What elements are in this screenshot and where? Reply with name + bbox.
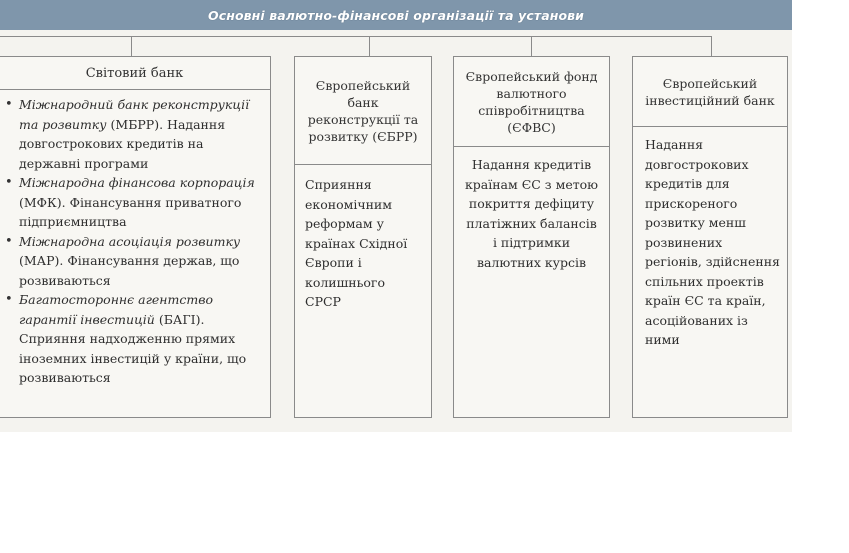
- connector-ebrd: [369, 36, 370, 56]
- eib-title: Європейський інвестиційний банк: [633, 57, 787, 127]
- institution-desc: Фінансування приватного підприємництва: [19, 194, 242, 229]
- bullet-icon: •: [5, 175, 13, 190]
- ebrd-title: Європейський банк реконструкції та розвитку (ЄБРР): [295, 57, 431, 165]
- ebrd-box: [294, 56, 432, 418]
- bullet-icon: •: [5, 233, 13, 249]
- institution-abbr: (МФК).: [19, 194, 66, 210]
- world-bank-list: [1, 95, 264, 388]
- institution-desc: Сприяння надходженню прямих іноземних інвестицій у країни, що розвиваються: [19, 331, 247, 385]
- institution-name: Міжнародний банк реконструкції та розвитку: [19, 97, 250, 132]
- list-item: [1, 290, 264, 388]
- eib-box: [632, 56, 788, 418]
- institution-desc: Фінансування держав, що розвиваються: [19, 253, 240, 288]
- diagram-title: Основні валютно-фінансові організації та установи: [207, 7, 585, 23]
- list-item: [1, 95, 264, 173]
- institution-name: Міжнародна асоціація розвитку: [19, 233, 241, 249]
- world-bank-box: [0, 56, 271, 418]
- institution-abbr: (БАГІ).: [158, 311, 205, 327]
- eib-description: Надання довгострокових кредитів для прискореного розвитку менш розвинених регіонів, здійснення спільних проектів країн ЄС та країн, асоційованих із ними: [645, 137, 780, 347]
- bullet-icon: •: [5, 292, 13, 307]
- institution-name: Міжнародна фінансова корпорація: [19, 175, 255, 190]
- institution-name: Багатостороннє агентство гарантії інвестицій: [19, 292, 214, 327]
- institution-desc: Надання довгострокових кредитів на державні програми: [19, 116, 226, 171]
- connector-efvs: [531, 36, 532, 56]
- connector-horizontal: [0, 36, 712, 37]
- efvs-box: [453, 56, 610, 418]
- bullet-icon: •: [5, 97, 13, 112]
- institution-abbr: (МБРР).: [110, 116, 164, 132]
- world-bank-body: [0, 95, 270, 388]
- efvs-description: Надання кредитів країнам ЄС з метою покриття дефіциту платіжних балансів і підтримки валютних курсів: [464, 157, 599, 270]
- title-banner: [0, 0, 792, 30]
- efvs-title: Європейський фонд валютного співробітництва (ЄФВС): [454, 57, 609, 147]
- list-item: [1, 173, 264, 232]
- world-bank-title: Світовий банк: [0, 57, 270, 90]
- connector-eib: [711, 36, 712, 56]
- list-item: [1, 232, 264, 291]
- connector-world-bank: [131, 36, 132, 56]
- institution-abbr: (МАР).: [19, 253, 64, 268]
- ebrd-description: Сприяння економічним реформам у країнах Східної Європи і колишнього СРСР: [305, 177, 408, 309]
